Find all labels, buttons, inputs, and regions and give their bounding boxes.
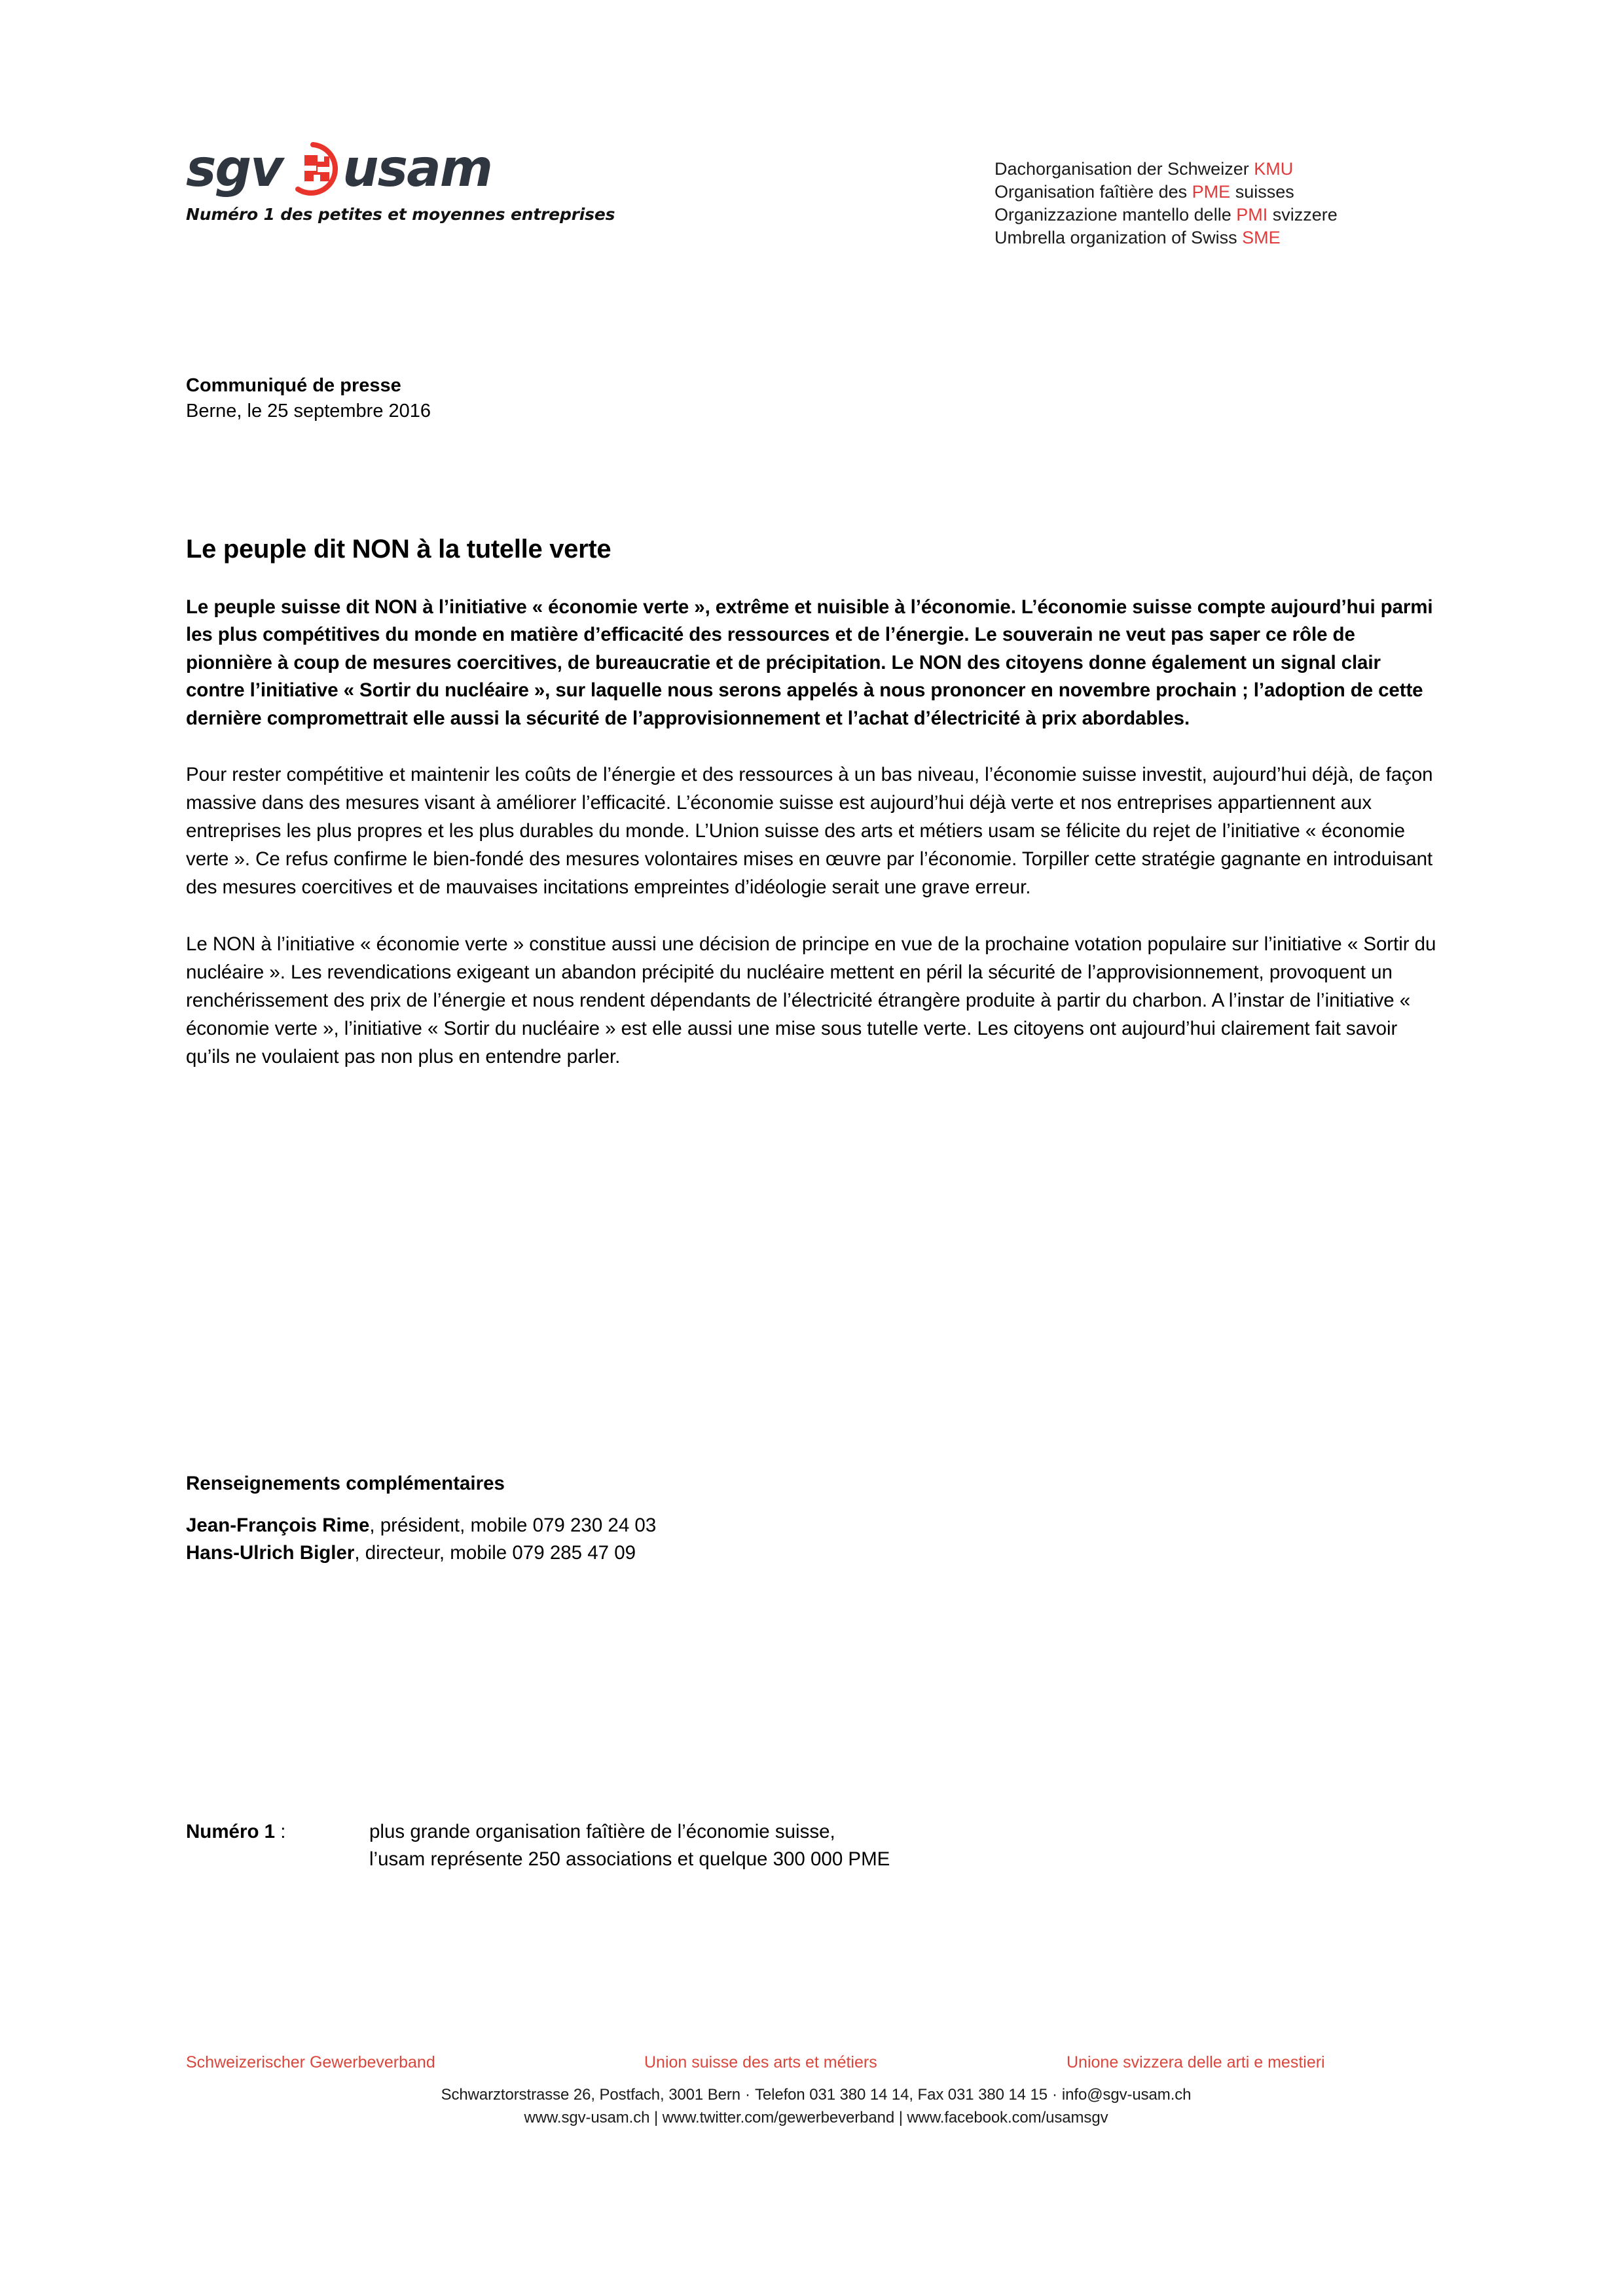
document-type: Communiqué de presse xyxy=(186,375,401,396)
usam-logo xyxy=(186,139,615,224)
footer-org-de: Schweizerischer Gewerbeverband xyxy=(186,2053,435,2072)
swiss-cross-circle-logo xyxy=(285,141,341,197)
header-language-line-fr xyxy=(994,181,1338,204)
footer-address: Schwarztorstrasse 26, Postfach, 3001 Bern xyxy=(441,2085,741,2104)
document-meta xyxy=(186,373,431,424)
numero-description-line-2: l’usam représente 250 associations et quelque 300 000 PME xyxy=(369,1848,890,1870)
footer-org-it: Unione svizzera delle arti e mestieri xyxy=(1067,2053,1325,2072)
numero-label xyxy=(186,1818,369,1873)
contact-person-2 xyxy=(186,1539,1436,1567)
header-lang-fr-suffix: suisses xyxy=(1230,182,1294,202)
further-information-section xyxy=(186,1473,1436,1567)
footer-organization-names xyxy=(186,2052,1446,2074)
place-and-date: Berne, le 25 septembre 2016 xyxy=(186,400,431,422)
numero-description xyxy=(369,1818,1436,1873)
contact-person-1 xyxy=(186,1512,1436,1539)
page-title: Le peuple dit NON à la tutelle verte xyxy=(186,535,611,564)
header-language-line-de xyxy=(994,158,1338,181)
header-lang-it-suffix: svizzere xyxy=(1267,205,1338,225)
header-lang-en-prefix: Umbrella organization of Swiss xyxy=(994,228,1243,248)
header-language-line-it xyxy=(994,204,1338,226)
header-lang-fr-accent: PME xyxy=(1192,182,1231,202)
footer-email[interactable]: info@sgv-usam.ch xyxy=(1061,2085,1192,2104)
numero-description-line-1: plus grande organisation faîtière de l’économie suisse, xyxy=(369,1821,835,1842)
header-lang-de-accent: KMU xyxy=(1254,159,1294,179)
footer-contact-line-1 xyxy=(186,2084,1446,2107)
logo-text-sgv: sgv xyxy=(186,139,283,198)
header-lang-it-prefix: Organizzazione mantello delle xyxy=(994,205,1237,225)
numero-one-note xyxy=(186,1818,1436,1873)
contact-person-2-name: Hans-Ulrich Bigler xyxy=(186,1541,355,1564)
header-lang-it-accent: PMI xyxy=(1236,205,1268,225)
footer-separator-2: · xyxy=(1052,2085,1057,2104)
logo-tagline: Numéro 1 des petites et moyennes entreprises xyxy=(186,205,615,224)
footer-phone: Telefon 031 380 14 14, Fax 031 380 14 15 xyxy=(754,2085,1048,2104)
header-language-lines xyxy=(994,158,1338,249)
document-footer xyxy=(186,2052,1446,2129)
contacts-heading: Renseignements complémentaires xyxy=(186,1473,505,1494)
numero-label-strong: Numéro 1 xyxy=(186,1821,276,1842)
footer-org-fr: Union suisse des arts et métiers xyxy=(644,2053,877,2072)
body-paragraph-1: Pour rester compétitive et maintenir les coûts de l’énergie et des ressources à un bas niveau, l’économie suisse investit, aujourd’hui déjà, de façon massive dans des mesures visant à améliorer l’efficacité. L’économie suisse est aujourd’hui déjà verte et nos entreprises appartiennent aux entreprises les plus propres et les plus durables du monde. L’Union suisse des arts et métiers usam se félicite du rejet de l’initiative « économie verte ». Ce refus confirme le bien-fondé des mesures volontaires mises en œuvre par l’économie. Torpiller cette stratégie gagnante en introduisant des mesures coercitives et de mauvaises incitations empreintes d’idéologie serait une grave erreur. xyxy=(186,764,1433,899)
document-body xyxy=(186,533,1436,1100)
logo-text-usam: usam xyxy=(342,139,492,198)
contact-person-1-details: , président, mobile 079 230 24 03 xyxy=(369,1515,657,1536)
header-lang-fr-prefix: Organisation faîtière des xyxy=(994,182,1192,202)
contact-person-2-details: , directeur, mobile 079 285 47 09 xyxy=(354,1541,636,1564)
contact-person-1-name: Jean-François Rime xyxy=(186,1515,370,1536)
footer-contact-info xyxy=(186,2084,1446,2130)
body-paragraph-2: Le NON à l’initiative « économie verte » constitue aussi une décision de principe en vue de la prochaine votation populaire sur l’initiative « Sortir du nucléaire ». Les revendications exigeant un abandon précipité du nucléaire mettent en péril la sécurité de l’approvisionnement, provoquent un renchérissement des prix de l’énergie et nous rendent dépendants de l’électricité étrangère produite à partir du charbon. A l’instar de l’initiative « économie verte », l’initiative « Sortir du nucléaire » est elle aussi une mise sous tutelle verte. Les citoyens ont aujourd’hui clairement fait savoir qu’ils ne voulaient pas non plus en entendre parler. xyxy=(186,933,1436,1067)
logo-wordmark xyxy=(186,141,605,197)
document-header xyxy=(186,141,1446,272)
header-language-line-en xyxy=(994,226,1338,249)
footer-separator-1: · xyxy=(745,2085,750,2104)
header-lang-en-accent: SME xyxy=(1242,228,1281,248)
footer-links[interactable]: www.sgv-usam.ch | www.twitter.com/gewerbeverband | www.facebook.com/usamsgv xyxy=(524,2108,1108,2126)
header-lang-de-prefix: Dachorganisation der Schweizer xyxy=(994,159,1254,179)
lead-paragraph: Le peuple suisse dit NON à l’initiative « économie verte », extrême et nuisible à l’économie. L’économie suisse compte aujourd’hui parmi les plus compétitives du monde en matière d’efficacité des ressources et de l’énergie. Le souverain ne veut pas saper ce rôle de pionnière à coup de mesures coercitives, de bureaucratie et de précipitation. Le NON des citoyens donne également un signal clair contre l’initiative « Sortir du nucléaire », sur laquelle nous serons appelés à nous prononcer en novembre prochain ; l’adoption de cette dernière compromettrait elle aussi la sécurité de l’approvisionnement et l’achat d’électricité à prix abordables. xyxy=(186,596,1433,729)
numero-label-colon: : xyxy=(275,1821,286,1842)
